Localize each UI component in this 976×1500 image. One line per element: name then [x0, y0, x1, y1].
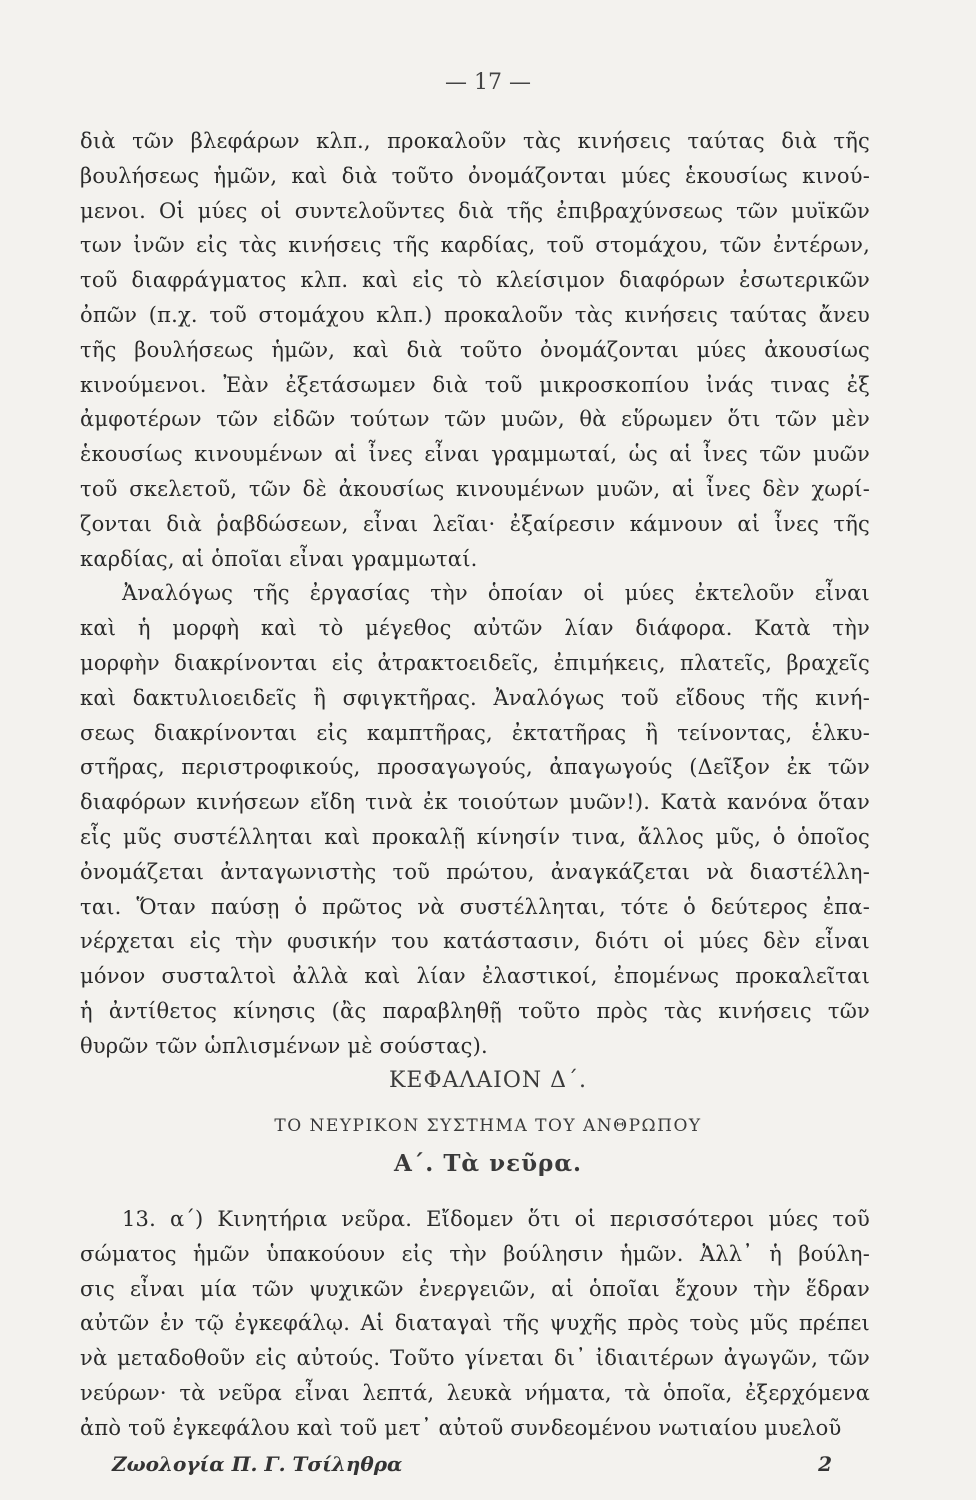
text-line: τοῦ σκελετοῦ, τῶν δὲ ἀκουσίως κινουμένων μυῶν, αἱ ἶνες δὲν χωρί-: [80, 476, 870, 501]
text-line: διαφόρων κινήσεων εἴδη τινὰ ἐκ τοιούτων μυῶν!). Κατὰ κανόνα ὅταν: [80, 790, 870, 815]
text-line: μόνον συσταλτοὶ ἀλλὰ καὶ λίαν ἐλαστικοί, ἐπομένως προκαλεῖται: [80, 964, 870, 989]
section-title-text: Α΄. Τὰ νεῦρα.: [393, 1150, 583, 1177]
chapter-subtitle: ΤΟ ΝΕΥΡΙΚΟΝ ΣΥΣΤΗΜΑ ΤΟΥ ΑΝΘΡΩΠΟΥ: [274, 1116, 702, 1136]
text-line: βουλήσεως ἡμῶν, καὶ διὰ τοῦτο ὀνομάζονται μύες ἑκουσίως κινού-: [80, 163, 870, 188]
text-line: ὀνομάζεται ἀνταγωνιστὴς τοῦ πρώτου, ἀναγκάζεται νὰ διαστέλλη-: [80, 859, 870, 884]
text-line: σεως διακρίνονται εἰς καμπτῆρας, ἐκτατῆρας ἢ τείνοντας, ἑλκυ-: [80, 720, 870, 745]
text-line: μενοι. Οἱ μύες οἱ συντελοῦντες διὰ τῆς ἐπιβραχύνσεως τῶν μυϊκῶν: [80, 198, 870, 223]
text-line: καρδίας, αἱ ὁποῖαι εἶναι γραμμωταί.: [80, 546, 478, 571]
text-line: Ἀναλόγως τῆς ἐργασίας τὴν ὁποίαν οἱ μύες ἐκτελοῦν εἶναι: [122, 581, 870, 606]
page-number: — 17 —: [445, 70, 531, 95]
paragraph-3: [80, 1202, 870, 1446]
footer-sheet-number: 2: [818, 1452, 832, 1476]
paragraph-2: [80, 576, 870, 1063]
text-line: νὰ μεταδοθοῦν εἰς αὐτούς. Τοῦτο γίνεται δι᾽ ἰδιαιτέρων ἀγωγῶν, τῶν: [80, 1346, 870, 1371]
text-line: ἀμφοτέρων τῶν εἰδῶν τούτων τῶν μυῶν, θὰ εὕρωμεν ὅτι τῶν μὲν: [80, 407, 870, 432]
paragraph-1: [80, 124, 870, 576]
text-line: ἑκουσίως κινουμένων αἱ ἶνες εἶναι γραμμωταί, ὡς αἱ ἶνες τῶν μυῶν: [80, 442, 870, 467]
section-title: [0, 1150, 976, 1177]
text-line: 13. α΄) Κινητήρια νεῦρα. Εἴδομεν ὅτι οἱ περισσότεροι μύες τοῦ: [122, 1207, 870, 1231]
text-line: αὐτῶν ἐν τῷ ἐγκεφάλῳ. Αἱ διαταγαὶ τῆς ψυχῆς πρὸς τοὺς μῦς πρέπει: [80, 1311, 870, 1336]
text-line: νέρχεται εἰς τὴν φυσικήν του κατάστασιν, διότι οἱ μύες δὲν εἶναι: [80, 929, 870, 954]
text-line: τῆς βουλήσεως ἡμῶν, καὶ διὰ τοῦτο ὀνομάζονται μύες ἀκουσίως: [80, 337, 870, 362]
text-line: ζονται διὰ ῥαβδώσεων, εἶναι λεῖαι· ἐξαίρεσιν κάμνουν αἱ ἶνες τῆς: [80, 511, 870, 536]
text-line: ὀπῶν (π.χ. τοῦ στομάχου κλπ.) προκαλοῦν τὰς κινήσεις ταύτας ἄνευ: [80, 302, 870, 327]
text-line: σώματος ἡμῶν ὑπακούουν εἰς τὴν βούλησιν ἡμῶν. Ἀλλ᾽ ἡ βούλη-: [80, 1241, 870, 1266]
text-line: καὶ ἡ μορφὴ καὶ τὸ μέγεθος αὐτῶν λίαν διάφορα. Κατὰ τὴν: [80, 616, 870, 641]
text-line: ται. Ὅταν παύσῃ ὁ πρῶτος νὰ συστέλληται, τότε ὁ δεύτερος ἐπα-: [80, 894, 870, 919]
chapter-title: ΚΕΦΑΛΑΙΟΝ Δ΄.: [388, 1068, 588, 1093]
text-line: μορφὴν διακρίνονται εἰς ἀτρακτοειδεῖς, ἐπιμήκεις, πλατεῖς, βραχεῖς: [80, 650, 870, 675]
text-line: τοῦ διαφράγματος κλπ. καὶ εἰς τὸ κλείσιμον διαφόρων ἐσωτερικῶν: [80, 268, 870, 293]
text-line: διὰ τῶν βλεφάρων κλπ., προκαλοῦν τὰς κινήσεις ταύτας διὰ τῆς: [80, 129, 870, 153]
text-line: στῆρας, περιστροφικούς, προσαγωγούς, ἀπαγωγούς (Δεῖξον ἐκ τῶν: [80, 755, 870, 780]
text-line: καὶ δακτυλιοειδεῖς ἢ σφιγκτῆρας. Ἀναλόγως τοῦ εἴδους τῆς κινή-: [80, 685, 870, 710]
text-line: ἀπὸ τοῦ ἐγκεφάλου καὶ τοῦ μετ᾽ αὐτοῦ συνδεομένου νωτιαίου μυελοῦ: [80, 1415, 842, 1440]
text-line: των ἰνῶν εἰς τὰς κινήσεις τῆς καρδίας, τοῦ στομάχου, τῶν ἐντέρων,: [80, 233, 870, 258]
text-line: ἡ ἀντίθετος κίνησις (ἂς παραβληθῇ τοῦτο πρὸς τὰς κινήσεις τῶν: [80, 998, 870, 1023]
text-line: θυρῶν τῶν ὡπλισμένων μὲ σούστας).: [80, 1033, 488, 1058]
body-text-bottom: [80, 1202, 870, 1446]
text-line: σις εἶναι μία τῶν ψυχικῶν ἐνεργειῶν, αἱ ὁποῖαι ἔχουν τὴν ἕδραν: [80, 1276, 870, 1301]
text-line: εἷς μῦς συστέλληται καὶ προκαλῇ κίνησίν τινα, ἄλλος μῦς, ὁ ὁποῖος: [80, 824, 870, 849]
text-line: κινούμενοι. Ἐὰν ἐξετάσωμεν διὰ τοῦ μικροσκοπίου ἰνάς τινας ἐξ: [80, 372, 870, 397]
body-text-top: [80, 124, 870, 1064]
text-line: νεύρων· τὰ νεῦρα εἶναι λεπτά, λευκὰ νήματα, τὰ ὁποῖα, ἐξερχόμενα: [80, 1380, 870, 1405]
footer-signature: Ζωολογία Π. Γ. Τσίληθρα: [112, 1452, 403, 1476]
